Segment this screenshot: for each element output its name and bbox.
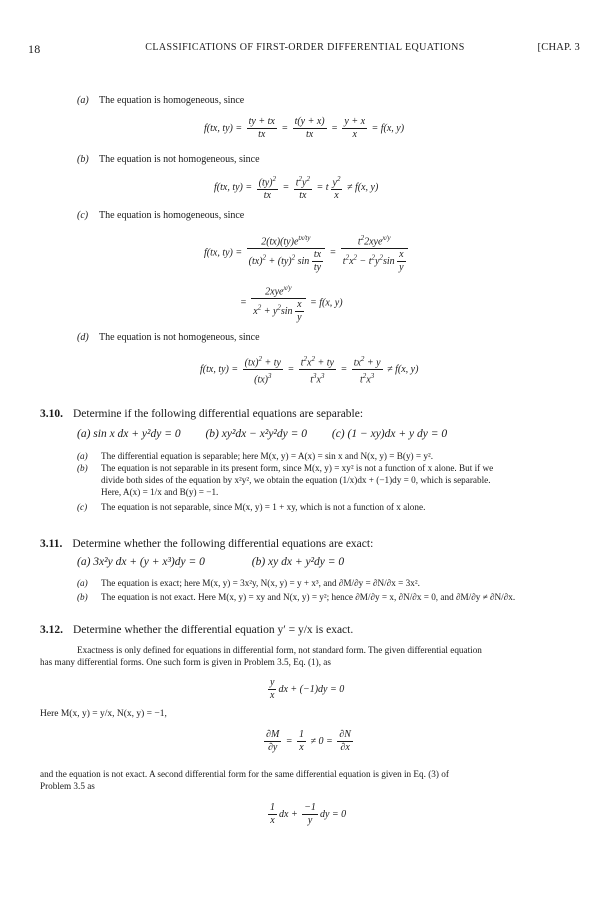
running-title: CLASSIFICATIONS OF FIRST-ORDER DIFFERENTIAL EQUATIONS <box>145 42 465 53</box>
equation-b: f(tx, ty) = $\frac{(ty)^2}{tx}$ = $\frac{t^2y^2}{tx}$ = t $\frac{y^2}{x}$ ≠ f(x, y) <box>214 175 379 202</box>
equation-3-12-partials: $\frac{\partial M}{\partial y}$ = $\frac{1}{x}$ ≠ 0 = $\frac{\partial N}{\partial x}$ <box>266 729 351 753</box>
prev-part-c: (c) The equation is homogeneous, since <box>77 210 245 221</box>
prev-part-d: (d) The equation is not homogeneous, since <box>77 332 260 343</box>
problem-3-12-here: Here M(x, y) = y/x, N(x, y) = −1, <box>40 709 167 719</box>
problem-3-11-parts: (a) 3x²y dx + (y + x³)dy = 0 (b) xy dx + y²dy = 0 <box>77 556 345 568</box>
chapter-label: [CHAP. 3 <box>537 42 580 53</box>
problem-3-12-paragraph-1: Exactness is only defined for equations in differential form, not standard form. The given differential equation has many differential forms. One such form is given in Problem 3.5, Eq. (1), as <box>40 645 482 667</box>
problem-3-12-statement: 3.12. Determine whether the differential equation y′ = y/x is exact. <box>40 624 354 636</box>
page-number: 18 <box>28 42 41 56</box>
equation-d: f(tx, ty) = $\frac{(tx)^2 + ty}{(tx)^3}$ = $\frac{t^2x^2 + ty}{t^3x^3}$ = $\frac{tx^2 + y}{t^2x^3}$ ≠ f(x, y) <box>200 355 419 386</box>
problem-3-10-statement: 3.10. Determine if the following differential equations are separable: <box>40 408 364 420</box>
problem-3-10-answers: (a) The differential equation is separable; here M(x, y) = A(x) = sin x and N(x, y) = B(y) = y². (b) The equation is not separable in its present form, since M(x, y) = xy² is not a function of x alone. But if we divide both sides of the equation by x²y², we obtain the equation (1/x)dx + (−1)dy = 0, which is separable. Here, A(x) = 1/x and B(y) = −1. (c) The equation is not separable, since M(x, y) = 1 + xy, which is not a function of x alone. <box>77 451 494 512</box>
problem-3-11-answers: (a) The equation is exact; here M(x, y) = 3x²y, N(x, y) = y + x³, and ∂M/∂y = ∂N/∂x = 3x². (b) The equation is not exact. Here M(x, y) = xy and N(x, y) = y²; hence ∂M/∂y = x, ∂N/∂x = 0, and ∂M/∂y ≠ ∂N/∂x. <box>77 578 516 602</box>
equation-a: f(tx, ty) = $\frac{ty + tx}{tx}$ = $\frac{t(y + x)}{tx}$ = $\frac{y + x}{x}$ = f(x, y) <box>204 116 405 140</box>
problem-3-11-statement: 3.11. Determine whether the following differential equations are exact: <box>40 538 374 550</box>
equation-c-line1: f(tx, ty) = $2(tx)(ty)e^{tx/ty}$ (tx)$^2$ + (ty)$^2$ sin $\frac{tx}{ty}$ = $t^22xye^{x/y}$ $t^2x^2 - t^2y^2\sin$ $\frac{x}{y}$ <box>204 232 410 274</box>
problem-3-12-paragraph-2: and the equation is not exact. A second differential form for the same differential equation is given in Eq. (3) of Problem 3.5 as <box>40 769 449 791</box>
problem-3-10-parts: (a) sin x dx + y²dy = 0 (b) xy²dx − x²y²dy = 0 (c) (1 − xy)dx + y dy = 0 <box>77 428 448 440</box>
prev-part-b: (b) The equation is not homogeneous, since <box>77 154 260 165</box>
equation-3-12-form1: $\frac{y}{x}$ dx + (−1)dy = 0 <box>270 677 345 701</box>
equation-c-line2: = 2xye$^{x/y}$ $x^2 + y^2\sin$ $\frac{x}{y}$ = f(x, y) <box>240 284 343 324</box>
prev-part-a: (a) The equation is homogeneous, since <box>77 95 245 106</box>
equation-3-12-form2: $\frac{1}{x}$ dx + $\frac{-1}{y}$ dy = 0 <box>270 802 347 826</box>
